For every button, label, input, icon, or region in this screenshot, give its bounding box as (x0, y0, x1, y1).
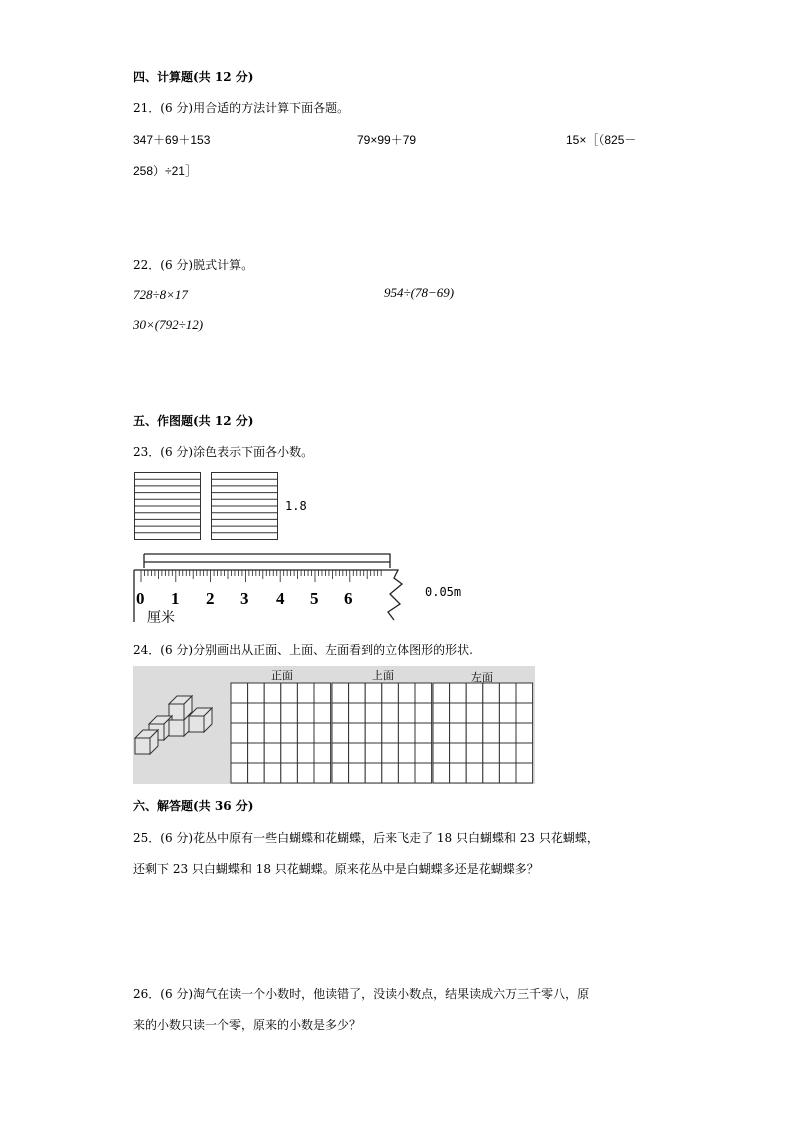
view-grid-cell (332, 743, 349, 763)
view-grid-cell (264, 683, 281, 703)
view-grid-cell (499, 763, 516, 783)
view-grid-cell (450, 703, 467, 723)
section-5-title: 五、作图题(共 12 分) (133, 414, 254, 428)
q21-expression-3-part-2: 258）÷21］ (133, 164, 197, 178)
ruler-ticks (141, 570, 381, 582)
view-grid-cell (499, 743, 516, 763)
view-grid-cell (332, 683, 349, 703)
view-grid-cell (415, 683, 432, 703)
view-grid-cell (281, 763, 298, 783)
view-grid-cell (382, 683, 399, 703)
view-grid-cell (516, 703, 533, 723)
view-grid-cell (382, 763, 399, 783)
view-grid-cell (398, 743, 415, 763)
view-grid-cell (281, 723, 298, 743)
view-grid-cell (466, 763, 483, 783)
question-26-line-1: 26．(6 分)淘气在读一个小数时，他读错了，没读小数点，结果读成六万三千零八，原 (133, 987, 590, 1001)
view-grid-cell (433, 763, 450, 783)
ruler-num-0: 0 (136, 589, 145, 608)
view-grid-cell (281, 743, 298, 763)
view-grid-cell (365, 743, 382, 763)
view-grid-cell (365, 763, 382, 783)
decimal-value-1-8: 1.8 (285, 499, 307, 513)
section-4-title: 四、计算题(共 12 分) (133, 70, 254, 84)
view-grid-cell (415, 703, 432, 723)
decimal-grid-1 (134, 473, 201, 540)
q22-expression-3: 30×(792÷12) (133, 317, 204, 332)
view-grid-cell (483, 763, 500, 783)
ruler-num-1: 1 (171, 589, 180, 608)
ruler-top-strip (144, 554, 390, 568)
view-grid-cell (314, 763, 331, 783)
question-24-stem: 24．(6 分)分别画出从正面、上面、左面看到的立体图形的形状. (133, 643, 473, 657)
view-grid-cell (281, 683, 298, 703)
view-grid-cell (483, 703, 500, 723)
view-grid-cell (248, 723, 265, 743)
label-left-view: 左面 (471, 671, 493, 684)
question-25-line-1: 25．(6 分)花丛中原有一些白蝴蝶和花蝴蝶，后来飞走了 18 只白蝴蝶和 23 只花蝴蝶， (133, 831, 599, 845)
view-grid-cell (332, 763, 349, 783)
view-grid-cell (516, 763, 533, 783)
view-grid-cell (415, 723, 432, 743)
view-grids (230, 682, 534, 784)
view-grid-cell (349, 683, 366, 703)
view-grid-cell (349, 743, 366, 763)
ruler-num-4: 4 (276, 589, 285, 608)
view-grid-cell (231, 723, 248, 743)
view-grid-cell (264, 703, 281, 723)
view-grid-cell (382, 723, 399, 743)
view-grid-cell (433, 703, 450, 723)
view-grid-cell (297, 683, 314, 703)
view-grid-cell (297, 723, 314, 743)
view-grid-cell (365, 723, 382, 743)
view-grid-cell (516, 683, 533, 703)
view-grid-cell (314, 703, 331, 723)
label-top-view: 上面 (372, 669, 394, 682)
view-grid-cell (231, 743, 248, 763)
view-grid-cell (516, 723, 533, 743)
view-grid-cell (264, 723, 281, 743)
view-grid-cell (365, 703, 382, 723)
view-grid-cell (297, 763, 314, 783)
view-grid-cell (466, 743, 483, 763)
q22-expression-1: 728÷8×17 (133, 287, 188, 302)
view-grid-cell (483, 743, 500, 763)
view-grid-cell (450, 763, 467, 783)
view-grid-cell (281, 703, 298, 723)
view-grid-cell (264, 743, 281, 763)
question-23-stem: 23．(6 分)涂色表示下面各小数。 (133, 445, 314, 459)
view-grid-cell (349, 763, 366, 783)
view-grid-cell (332, 703, 349, 723)
view-grid-cell (264, 763, 281, 783)
view-grid-cell (466, 703, 483, 723)
view-grid-cell (314, 723, 331, 743)
view-grid-cell (466, 683, 483, 703)
view-grid-cell (248, 683, 265, 703)
decimal-grid-2 (211, 473, 278, 540)
ruler-unit: 厘米 (147, 610, 175, 626)
view-grid-cell (499, 723, 516, 743)
view-grid-cell (314, 743, 331, 763)
question-25-line-2: 还剩下 23 只白蝴蝶和 18 只花蝴蝶。原来花丛中是白蝴蝶多还是花蝴蝶多？ (133, 862, 539, 876)
view-grid-cell (314, 683, 331, 703)
view-grid-cell (483, 683, 500, 703)
view-grid-cell (248, 743, 265, 763)
q22-expression-2: 954÷(78−69) (384, 285, 455, 300)
view-grid-cell (415, 763, 432, 783)
view-grid-cell (297, 703, 314, 723)
view-grid-cell (332, 723, 349, 743)
view-grid-cell (398, 763, 415, 783)
view-grid-cell (349, 703, 366, 723)
ruler-num-2: 2 (206, 589, 215, 608)
q21-expression-3-part-1: 15×［（825－ (566, 133, 637, 147)
view-grid-cell (248, 703, 265, 723)
label-front-view: 正面 (271, 669, 293, 682)
view-grid-cell (231, 683, 248, 703)
section-6-title: 六、解答题(共 36 分) (133, 799, 254, 813)
cube-stack-figure (133, 666, 233, 784)
ruler-num-3: 3 (240, 589, 249, 608)
view-grid-cell (483, 723, 500, 743)
view-grid-cell (466, 723, 483, 743)
q21-expression-2: 79×99＋79 (357, 133, 417, 147)
view-grid-cell (398, 723, 415, 743)
view-grid-cell (450, 683, 467, 703)
view-grid-cell (231, 763, 248, 783)
view-grid-cell (433, 683, 450, 703)
view-grid-cell (365, 683, 382, 703)
ruler-num-5: 5 (310, 589, 319, 608)
view-grid-cell (499, 683, 516, 703)
view-grid-cell (450, 723, 467, 743)
view-grid-cell (231, 703, 248, 723)
view-grid-cell (433, 723, 450, 743)
length-value-0-05m: 0.05m (425, 585, 462, 599)
view-grid-cell (297, 743, 314, 763)
view-grid-cell (499, 703, 516, 723)
ruler-num-6: 6 (344, 589, 353, 608)
view-grid-cell (398, 683, 415, 703)
view-grid-cell (415, 743, 432, 763)
view-grid-cell (516, 743, 533, 763)
question-26-line-2: 来的小数只读一个零，原来的小数是多少？ (133, 1018, 362, 1032)
q21-expression-1: 347＋69＋153 (133, 133, 211, 147)
view-grid-cell (398, 703, 415, 723)
view-grid-cell (349, 723, 366, 743)
view-grid-cell (433, 743, 450, 763)
question-21-stem: 21．(6 分)用合适的方法计算下面各题。 (133, 101, 350, 115)
view-grid-cell (382, 743, 399, 763)
view-grid-cell (248, 763, 265, 783)
view-grid-cell (450, 743, 467, 763)
question-22-stem: 22．(6 分)脱式计算。 (133, 258, 254, 272)
decimal-grids-figure (134, 472, 284, 542)
view-grid-cell (382, 703, 399, 723)
